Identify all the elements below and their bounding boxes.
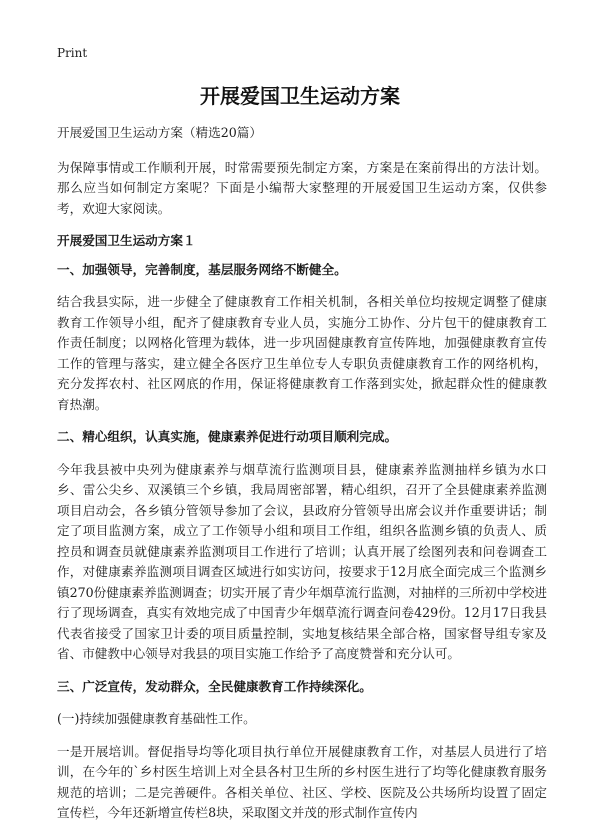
plan-heading: 开展爱国卫生运动方案１	[57, 233, 196, 248]
page-title: 开展爱国卫生运动方案	[200, 84, 400, 108]
section-subheading-3: (一)持续加强健康教育基础性工作。	[57, 711, 256, 726]
section-heading-2: 二、精心组织，认真实施，健康素养促进行动项目顺利完成。	[57, 429, 398, 444]
section-body-3: 一是开展培训。督促指导均等化项目执行单位开展健康教育工作，对基层人员进行了培训，在今年的`乡村医生培训上对全县各村卫生所的乡村医生进行了均等化健康教育服务规范的培训；二是完善硬件。各相关单位、社区、学校、医院及公共场所均设置了固定宣传栏，今年还新增宣传栏8块，采取图文并茂的形式制作宣传内	[57, 743, 547, 820]
section-body-1: 结合我县实际，进一步健全了健康教育工作相关机制，各相关单位均按规定调整了健康教育工作领导小组，配齐了健康教育专业人员，实施分工协作、分片包干的健康教育工作责任制度；以网格化管理为载体，进一步巩固健康教育宣传阵地，加强健康教育宣传工作的管理与落实，建立健全各医疗卫生单位专人专职负责健康教育工作的网络机构，充分发挥农村、社区网底的作用，保证将健康教育工作落到实处，掀起群众性的健康教育热潮。	[57, 294, 547, 412]
section-body-2: 今年我县被中央列为健康素养与烟草流行监测项目县，健康素养监测抽样乡镇为水口乡、雷公尖乡、双溪镇三个乡镇，我局周密部署，精心组织，召开了全县健康素养监测项目启动会，各乡镇分管领导参加了会议，县政府分管领导出席会议并作重要讲话；制定了项目监测方案，成立了工作领导小组和项目工作组，组织各监测乡镇的负责人、质控员和调查员就健康素养监测项目工作进行了培训；认真开展了绘图列表和问卷调查工作，对健康素养监测项目调查区域进行如实访问，按要求于12月底全面完成三个监测乡镇270份健康素养监测调查；切实开展了青少年烟草流行监测，对抽样的三所初中学校进行了现场调查，真实有效地完成了中国青少年烟草流行调查问卷429份。12月17日我县代表省接受了国家卫计委的项目质量控制，实地复核结果全部合格，国家督导组专家及省、市健教中心领导对我县的项目实施工作给予了高度赞誉和充分认可。	[57, 461, 548, 661]
section-heading-1: 一、加强领导，完善制度，基层服务网络不断健全。	[57, 261, 347, 277]
intro-paragraph: 为保障事情或工作顺利开展，时常需要预先制定方案，方案是在案前得出的方法计划。那么应当如何制定方案呢？下面是小编帮大家整理的开展爱国卫生运动方案，仅供参考，欢迎大家阅读。	[57, 159, 547, 216]
print-label[interactable]: Print	[57, 46, 88, 60]
section-heading-3: 三、广泛宣传，发动群众，全民健康教育工作持续深化。	[57, 678, 372, 694]
subtitle: 开展爱国卫生运动方案（精选20篇）	[57, 125, 262, 140]
document-body	[57, 123, 547, 824]
